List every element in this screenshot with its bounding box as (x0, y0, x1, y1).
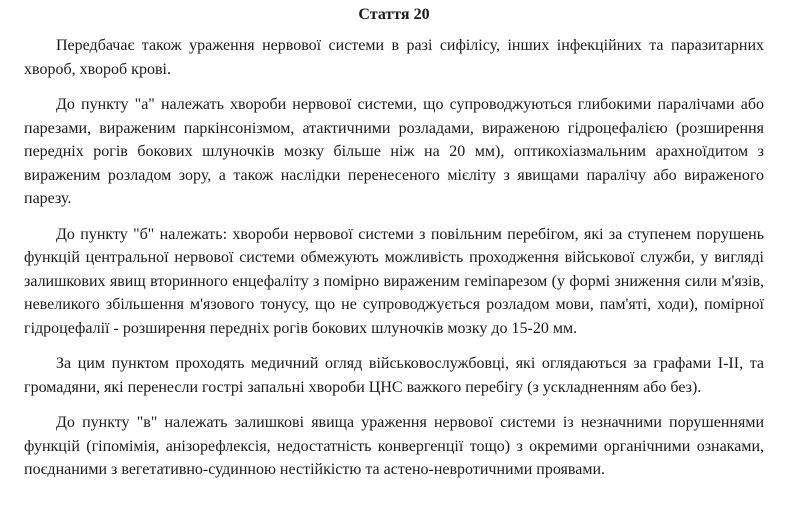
paragraph-2: До пункту "а" належать хвороби нервової системи, що супроводжуються глибокими паралічами або парезами, вираженим паркінсонізмом, атактичними розладами, вираженою гідроцефалією (розширення передніх рогів бокових шлуночків мозку більше ніж на 20 мм), оптикохіазмальним арахноїдитом з вираженим розладом зору, а також наслідки перенесеного мієліту з явищами паралічу або вираженого парезу. (24, 96, 764, 207)
paragraph-5: До пункту "в" належать залишкові явища ураження нервової системи із незначними порушеннями функцій (гіпомімія, анізорефлексія, недостатність конвергенції тощо) з окремими органічними ознаками, поєднаними з вегетативно-судинною нестійкістю та астено-невротичними проявами. (24, 414, 764, 478)
document-page (24, 4, 764, 494)
paragraph-3: До пункту "б" належать: хвороби нервової системи з повільним перебігом, які за ступенем порушень функцій центральної нервової системи обмежують можливість проходження військової служби, у вигляді залишкових явищ вторинного енцефаліту з помірно вираженим геміпарезом (у формі зниження сили м'язів, невеликого збільшення м'язового тонусу, що не супроводжується розладом мови, пам'яті, ходи), помірної гідроцефалії - розширення передніх рогів бокових шлуночків мозку до 15-20 мм. (24, 225, 764, 337)
article-title: Стаття 20 (358, 6, 430, 23)
paragraph-4: За цим пунктом проходять медичний огляд військовослужбовці, які оглядаються за графами I-II, та громадяни, які перенесли гострі запальні хвороби ЦНС важкого перебігу (з ускладненням або без). (24, 355, 764, 396)
paragraph-1: Передбачає також ураження нервової системи в разі сифілісу, інших інфекційних та паразитарних хвороб, хвороб крові. (24, 37, 764, 78)
